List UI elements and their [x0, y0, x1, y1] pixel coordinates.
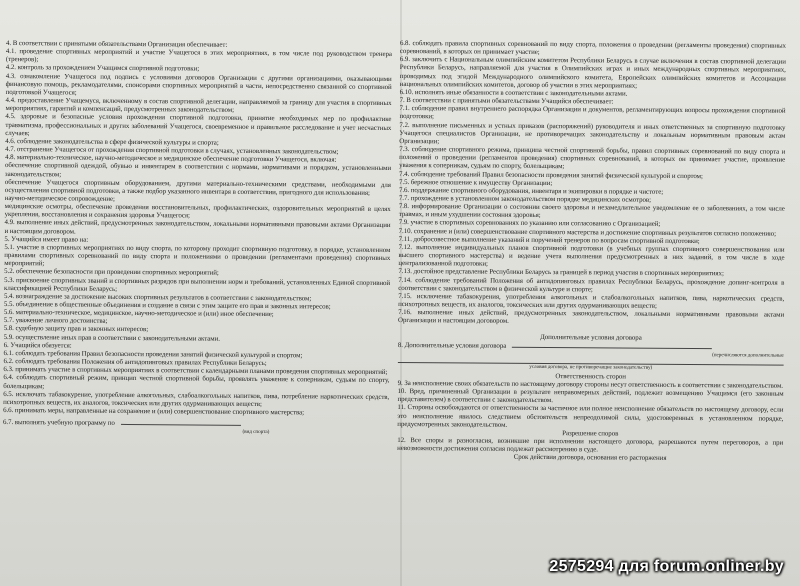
paragraph-r19: 7.15. исключение табакокурения, употребления алкогольных и слабоалкогольных напитков, пива, наркотических средств, психотропных веществ, их аналогов, токсических или других одурманивающих веществ; — [398, 292, 785, 310]
paragraph-l31: 6.6. принимать меры, направленные на сохранение и (или) совершенствование спортивного мастерства; — [3, 407, 304, 417]
paragraph-l14: 4.9. выполнение иных действий, предусмотренных законодательством, локальными нормативными правовыми актами Организации и настоящим договором. — [4, 219, 391, 236]
paragraph-l05: 4.4. предоставление Учащемуся, включенному в состав спортивной делегации, направляемой за границу для участия в спортивных мероприятиях, гарантий и компенсаций, предусмотренных законодательством; — [5, 97, 392, 115]
paragraph-l12: научно-методическое сопровождение; — [4, 194, 115, 203]
paragraph-l26: 6.1. соблюдать требования Правил безопасности проведения занятий физической культурой и спортом; — [3, 349, 303, 360]
paragraph-l11: обеспечение Учащегося спортивным оборудованием, другими материально-техническими средствами, необходимыми для осуществления спортивной подготовки, а также подбор указанного инвентаря в соответствии, пригодного для использования; — [4, 178, 391, 197]
paragraph-r08: 7.4. соблюдение требований Правил безопасности проведения занятий физической культурой и спортом; — [399, 170, 703, 180]
paragraph-r09: 7.5. бережное отношение к имуществу Организации; — [398, 178, 553, 187]
paragraph-r13: 7.9. участие в спортивных соревнованиях по указанию или согласованию с Организацией; — [398, 219, 661, 229]
paragraph-l20: 5.5. объединение в общественные объединения и создание в связи с этим защите его прав и законных интересов; — [3, 300, 331, 311]
paragraph-p11: 11. Стороны освобождаются от ответственности за частичное или полное неисполнение обязательств по настоящему договору, если это неисполнение явилось следствием обстоятельств непреодолимой силы, удостоверенных в установленном порядке, предусмотренных законодательством. — [397, 404, 784, 429]
right-paragraph-list — [398, 40, 786, 328]
paragraph-l13: медицинские осмотры, обеспечение проведения восстановительных, профилактических, оздоровительных мероприятий в целях укрепления, восстановления и сохранения здоровья Учащегося; — [4, 203, 391, 220]
paragraph-l07: 4.6. соблюдение законодательства в сфере физической культуры и спорта; — [5, 137, 219, 147]
paragraph-r06: 7.2. выполнение письменных и устных приказов (распоряжений) руководителя и иных ответственных за спортивную подготовку Учащегося специалистов Организации, не противоречащих законодательству и локальным нормативным правовым актам Организации; — [399, 121, 786, 146]
paragraph-l04: 4.3. ознакомление Учащегося под подпись с условиями договоров Организации с другими организациями, оказывающими финансовую помощь, рекламодателями, спонсорами спортивных мероприятий в части, непосредственно связанной со спортивной подготовкой Учащегося; — [5, 72, 392, 97]
sport-type-caption: (вид спорта) — [242, 429, 270, 436]
paragraph-l27: 6.2. соблюдать требования Положения об антидопинговых правилах Республики Беларусь; — [3, 358, 267, 368]
paragraph-l09: 4.8. материально-техническое, научно-методическое и медицинское обеспечение подготовки Учащегося, включая: — [5, 154, 337, 164]
paragraph-l30: 6.5. исключать табакокурение, употребление алкогольных, слабоалкогольных напитков, пива, потребление наркотических средств, психотропных веществ, их аналогов, токсических или других одурманивающих веществ; — [3, 390, 390, 408]
paragraph-r12: 7.8. информирование Организации о состоянии своего здоровья и незамедлительное уведомление ее о заболеваниях, а том числе травмах, и иным ухудшении состояния здоровья; — [398, 203, 785, 220]
paragraph-p10: 10. Вред, причиненный Организации в результате неправомерных действий, подлежит возмещению Учащимся (его законным представителем) в соответствии с законодательством. — [397, 388, 784, 405]
paragraph-r20: 7.16. выполнение иных действий, предусмотренных законодательством, локальными нормативными правовыми актами Организации и настоящим договором. — [398, 309, 785, 326]
program-line-text: 6.7. выполнять учебную программу по — [2, 419, 115, 428]
paragraph-r16: 7.12. выполнение индивидуальных планов спортивной подготовки (в учебных группах спортивного совершенствования или высшего спортивного мастерства) и ведение учета выполнения предусмотренных в них заданий, в том числе в ходе централизованной подготовки; — [398, 243, 785, 268]
paragraph-l17: 5.2. обеспечение безопасности при проведении спортивных мероприятий; — [4, 268, 219, 278]
paragraph-l19: 5.4. вознаграждение за достижение высоких спортивных результатов в соответствии с законодательством; — [3, 292, 312, 303]
disputes-heading: Разрешение споров — [562, 430, 619, 438]
paragraph-r04: 7. В соответствии с принятыми обязательствами Учащийся обеспечивает: — [399, 97, 614, 106]
paragraph-r15: 7.11. добросовестное выполнение указаний и поручений тренеров по вопросам спортивной подготовки; — [398, 235, 700, 245]
paragraph-r14: 7.10. сохранение и (или) совершенствование спортивного мастерства и достижение спортивных результатов согласно положению; — [398, 227, 777, 238]
paragraph-l02: 4.1. проведение спортивных мероприятий и участие Учащегося в этих мероприятиях, в том числе под руководством тренера (тренеров); — [5, 48, 392, 64]
paragraph-l28: 6.3. принимать участие в спортивных мероприятиях в соответствии с календарными планами проведения спортивных мероприятий; — [3, 366, 388, 377]
paragraph-r03: 6.10. исполнять иные обязанности в соответствии с законодательными актами. — [399, 88, 628, 98]
paragraph-l22: 5.7. уважение личного достоинства; — [3, 317, 108, 326]
paragraph-l16: 5.1. участие в спортивных мероприятиях по виду спорта, по которому проходит спортивную подготовку, в порядке, установленном правилами спортивных соревнований по виду спорта и положениями о проведении (регламентами проведения) спортивных мероприятий; — [4, 243, 391, 268]
paragraph-l03: 4.2. контроль за прохождением Учащимся спортивной подготовки; — [5, 64, 200, 73]
paragraph-r17: 7.13. достойное представление Республики Беларусь за границей в период участия в спортивных мероприятиях; — [398, 268, 724, 278]
paragraph-l29: 6.4. соблюдать спортивный режим, принцип честной спортивной борьбы, проявлять уважение к соперникам, судьям по спорту, болельщикам; — [3, 374, 390, 390]
paragraph-r07: 7.3. соблюдение спортивного режима, принципа честной спортивной борьбы, правил спортивных соревнований по виду спорта и положений о проведении (регламентов проведения) спортивных соревнований, в которых он принимает участие, проявление уважения к соперникам, судьям по спорту, болельщикам; — [399, 146, 786, 171]
additional-conditions-heading: Дополнительные условия договора — [540, 334, 642, 343]
additional-caption-1: (перечисляются дополнительные — [712, 351, 784, 359]
paragraph-l08: 4.7. отстранение Учащегося от прохождения спортивной подготовки в случаях, установленных законодательством; — [5, 146, 339, 156]
additional-conditions-fill — [512, 346, 712, 348]
paragraph-l18: 5.3. присвоение спортивных званий и спортивных разрядов при выполнении норм и требований, установленных Единой спортивной классификацией Республики Беларусь; — [4, 276, 391, 293]
left-paragraph-list — [3, 40, 392, 418]
paragraph-p09: 9. За неисполнение своих обязательств по настоящему договору стороны несут ответственность в соответствии с законодательством. — [397, 379, 784, 390]
paragraph-l25: 6. Учащийся обязуется: — [3, 341, 72, 350]
paragraph-l10: обеспечение спортивной одеждой, обувью и инвентарем в соответствии с нормами, нормативами и порядком, установленными законодательством; — [4, 162, 392, 178]
responsibility-list — [397, 380, 783, 432]
paragraph-r11: 7.7. прохождение в установленном законодательством порядке медицинских осмотров; — [398, 194, 651, 204]
forum-watermark: 2575294 для forum.onliner.by — [549, 558, 784, 575]
responsibility-heading: Ответственность сторон — [555, 372, 626, 381]
right-text-column — [396, 40, 786, 583]
paragraph-p12: 12. Все споры и разногласия, возникшие при исполнении настоящего договора, разрешаются путем переговоров, а при невозможности достижения согласия подлежат рассмотрению в суде. — [397, 437, 784, 454]
paragraph-r10: 7.6. поддержание спортивного оборудования, инвентаря и экипировки в порядке и чистоте; — [398, 186, 664, 196]
sport-type-line — [121, 424, 241, 426]
additional-caption-2: условия договора, не противоречащие законодательству) — [529, 364, 653, 372]
paragraph-r05: 7.1. соблюдение правил внутреннего распорядка Организации и документов, регламентирующих вопросы прохождения спортивной подготовки; — [399, 105, 786, 121]
paragraph-l06: 4.5. здоровые и безопасные условия прохождения спортивной подготовки, принятие необходимых мер по профилактике травматизма, профессиональных и других заболеваний Учащегося, своевременное и правильное расследование и учет несчастных случаев; — [5, 113, 392, 137]
left-text-column — [2, 40, 392, 583]
paragraph-l15: 5. Учащийся имеет право на: — [4, 235, 89, 244]
disputes-list — [397, 437, 783, 456]
paragraph-l01: 4. В соответствии с принятыми обязательствами Организация обеспечивает: — [5, 40, 228, 49]
paragraph-r01: 6.8. соблюдать правила спортивных соревнований по виду спорта, положения о проведении (регламенты проведения) спортивных соревнований, в которых он принимает участие; — [399, 40, 786, 57]
additional-conditions-label: 8. Дополнительные условия договора — [397, 341, 507, 350]
term-heading: Срок действия договора, основания его расторжения — [513, 454, 667, 463]
paragraph-r18: 7.14. соблюдение требований Положения об антидопинговых правилах Республики Беларусь, прохождение допинг-контроля в соответствии с законодательством в физической культуре и спорте; — [398, 276, 785, 294]
paragraph-l21: 5.6. материально-техническое, медицинское, научно-методическое и (или) иное обеспечение; — [3, 309, 274, 319]
paragraph-l23: 5.8. судебную защиту прав и законных интересов; — [3, 325, 149, 334]
paragraph-r02: 6.9. заключить с Национальным олимпийским комитетом Республики Беларусь в случае включения в состав спортивной делегации Республики Беларусь, направляемой для участия в Олимпийских играх и иных международных спортивных мероприятиях, проводимых под эгидой Международного олимпийского комитета, Европейских олимпийских комитетов и Ассоциации национальных олимпийских комитетов, договор об участии в этих мероприятиях; — [399, 56, 786, 90]
paragraph-l24: 5.9. осуществление иных прав в соответствии с законодательными актами. — [3, 333, 220, 343]
